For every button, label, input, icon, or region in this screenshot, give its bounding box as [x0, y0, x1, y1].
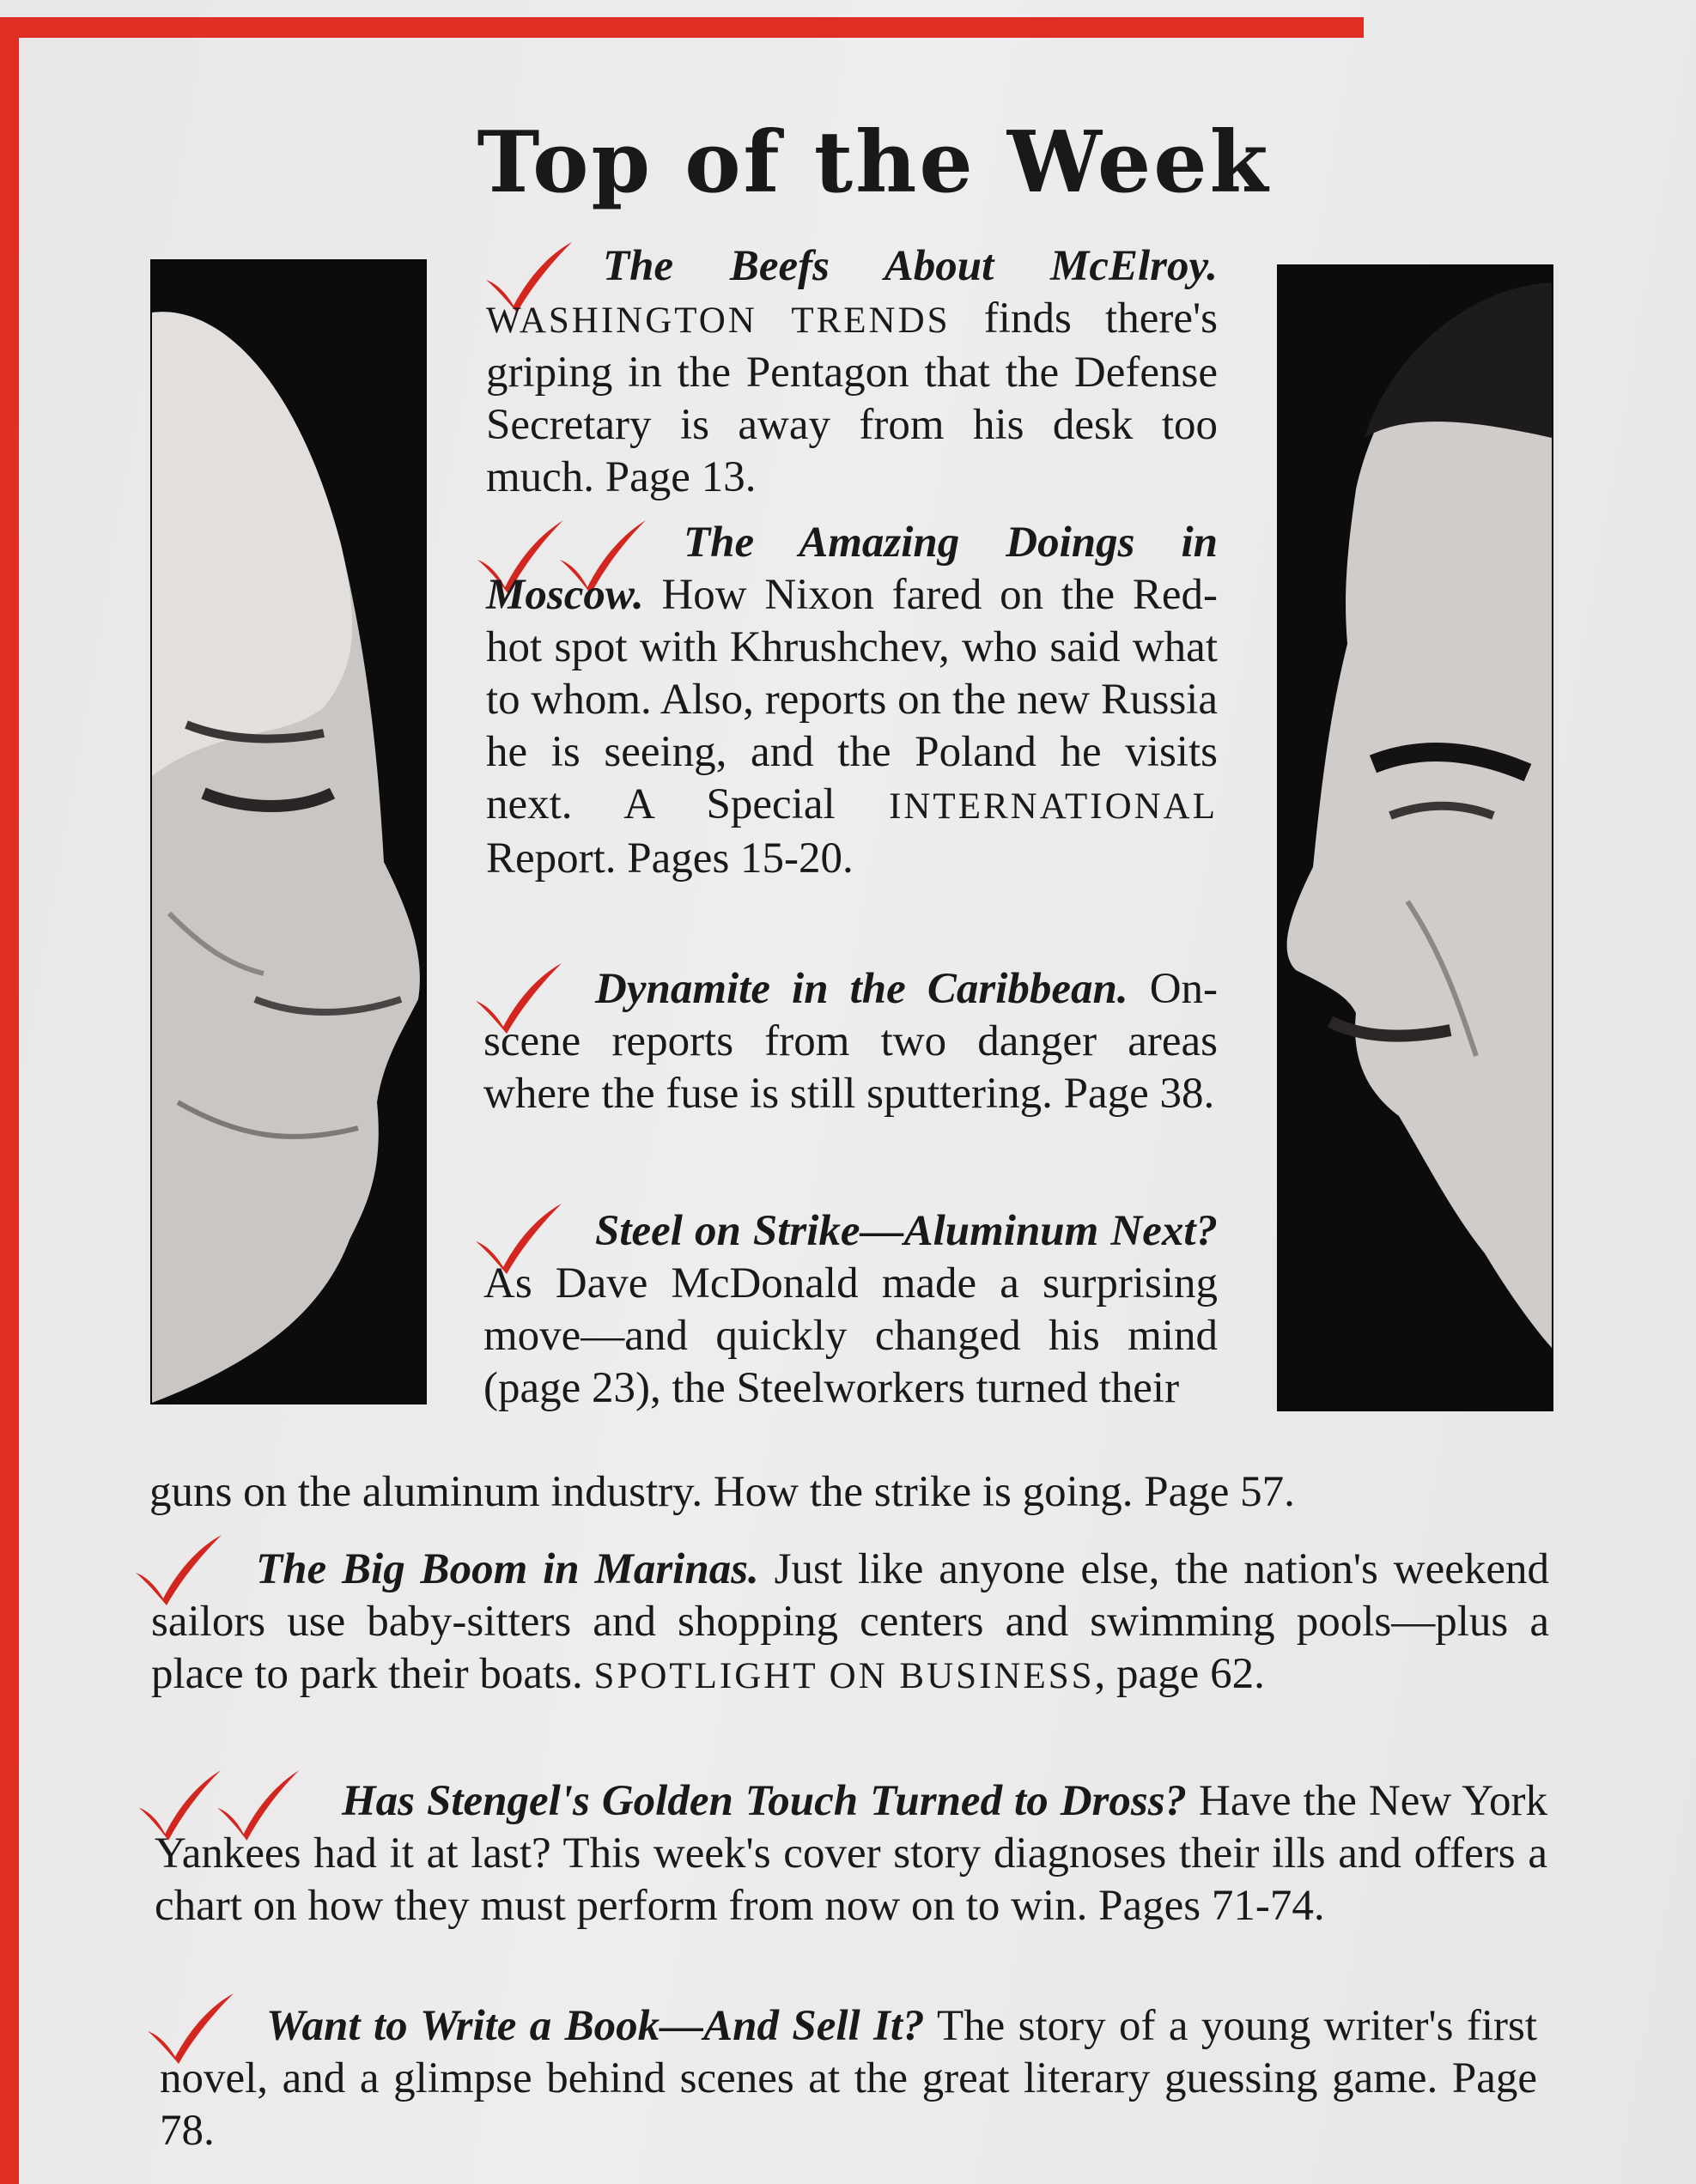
item-text: Just like anyone else, the nation's weekend sailors use baby-sitters and shopping centers and swimming pools—plus a place to park their boats.: [151, 1545, 1549, 1698]
item-steel-on-strike: [483, 1205, 1218, 1415]
item-text-end: , page 62.: [1094, 1650, 1265, 1698]
section-name: WASHINGTON TRENDS: [486, 300, 951, 341]
item-beefs-about-mcelroy: [486, 240, 1218, 504]
item-text: As Dave McDonald made a surprising move—and quickly changed his mind (page 23), the Steelworkers turned their: [483, 1259, 1218, 1412]
portrait-facing-left-photo: [1277, 264, 1553, 1411]
item-stengels-golden-touch: [155, 1775, 1547, 1932]
item-text-end: Report. Pages 15-20.: [486, 834, 854, 883]
item-steel-on-strike-continuation: guns on the aluminum industry. How the strike is going. Page 57.: [149, 1468, 1295, 1516]
item-text: How Nixon fared on the Red-hot spot with Khrushchev, who said what to whom. Also, reports on the new Russia he is seeing, and the Poland he visits next. A Special: [486, 571, 1218, 828]
item-amazing-doings-in-moscow: [486, 517, 1218, 885]
item-big-boom-in-marinas: [151, 1544, 1549, 1702]
item-text: The story of a young writer's first novel, and a glimpse behind scenes at the great literary guessing game. Page 78.: [160, 2002, 1537, 2155]
headline: Has Stengel's Golden Touch Turned to Dross?: [342, 1777, 1188, 1825]
headline: The Big Boom in Marinas.: [256, 1545, 759, 1593]
section-name: INTERNATIONAL: [889, 786, 1218, 827]
page-title: Top of the Week: [477, 113, 1271, 212]
item-text: On-scene reports from two danger areas where the fuse is still sputtering. Page 38.: [483, 965, 1219, 1118]
item-text: finds there's griping in the Pentagon that the Defense Secretary is away from his desk too much. Page 13.: [486, 294, 1218, 501]
red-top-rule: [0, 17, 1364, 38]
headline: The Amazing Doings in Moscow.: [486, 519, 1218, 619]
red-left-rule: [0, 17, 19, 2184]
item-text: Have the New York Yankees had it at last? This week's cover story diagnoses their ills and offers a chart on how they must perform from now on to win. Pages 71-74.: [155, 1777, 1547, 1930]
headline: The Beefs About McElroy.: [603, 242, 1218, 290]
headline: Dynamite in the Caribbean.: [595, 965, 1128, 1013]
headline: Want to Write a Book—And Sell It?: [266, 2002, 925, 2050]
headline: Steel on Strike—Aluminum Next?: [595, 1207, 1218, 1255]
portrait-facing-right-photo: [150, 259, 427, 1404]
section-name: SPOTLIGHT ON BUSINESS: [593, 1656, 1095, 1696]
item-dynamite-in-the-caribbean: [483, 963, 1218, 1120]
item-want-to-write-a-book: [160, 2000, 1537, 2157]
